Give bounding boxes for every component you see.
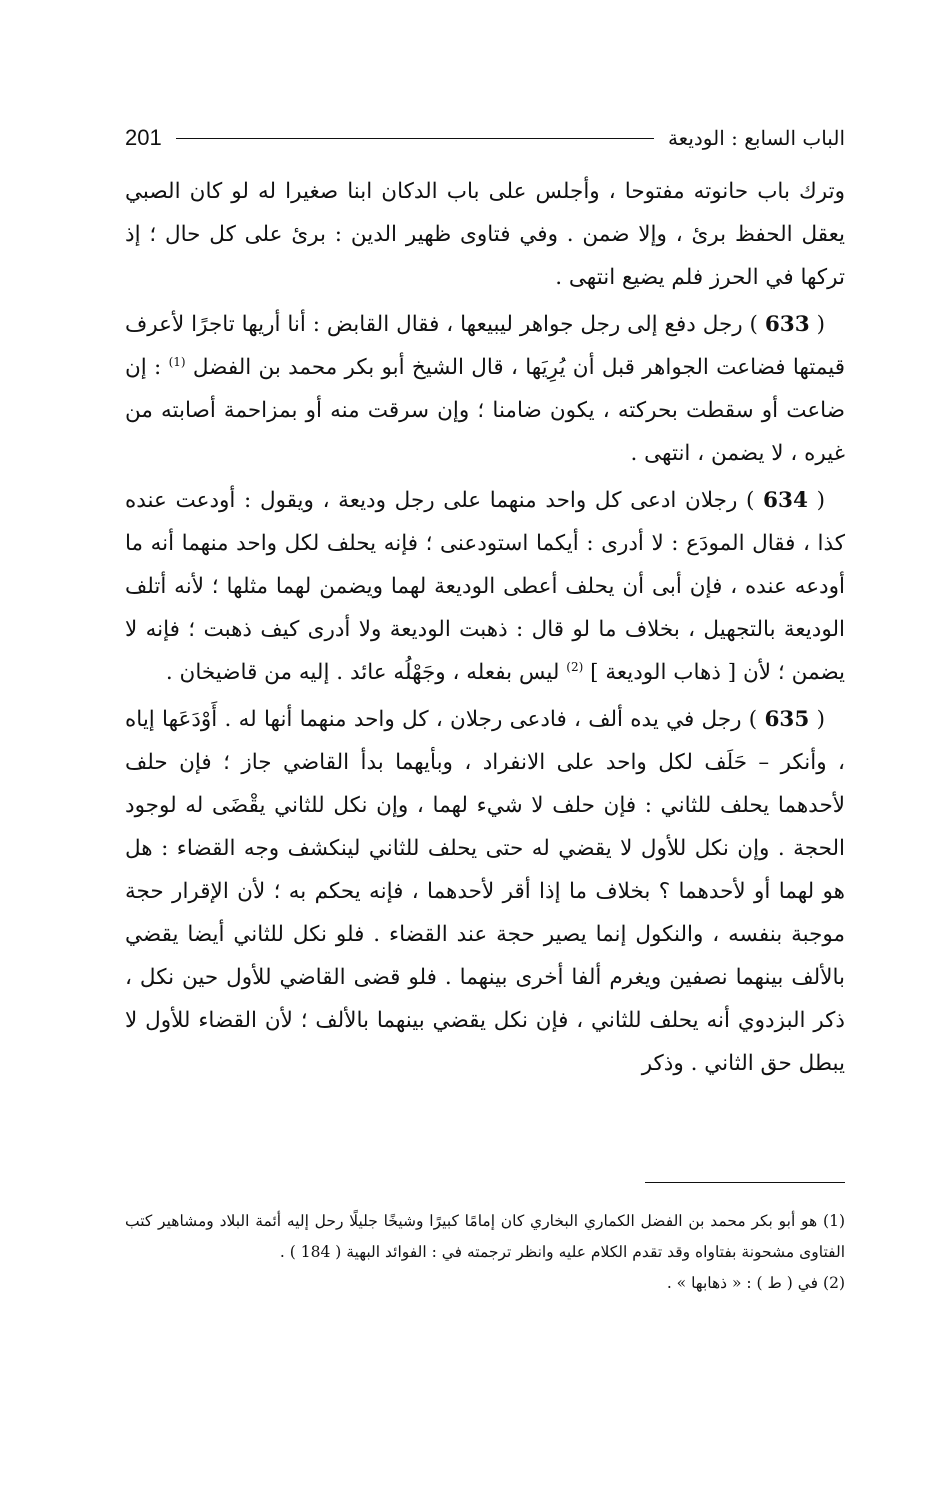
footnote-ref-2[interactable]: (2) (566, 659, 584, 674)
paren-open: ( (809, 707, 825, 732)
paragraph-text: : إن ضاعت أو سقطت بحركته ، يكون ضامنا ؛ وإن سرقت منه أو بمزاحمة أصابته من غيره ، لا يضمن ، انتهى . (125, 355, 845, 466)
paren-open: ( (807, 488, 825, 513)
paren-open: ( (809, 312, 825, 337)
footnote-1: (1) هو أبو بكر محمد بن الفضل الكماري البخاري كان إمامًا كبيرًا وشيخًا جليلًا رحل إليه أئمة البلاد ومشاهير كتب الفتاوى مشحونة بفتاواه وقد تقدم الكلام عليه وانظر ترجمته في : الفوائد البهية ( 184 ) . (125, 1212, 845, 1261)
footnote-separator (645, 1182, 845, 1183)
paragraph-text: ) رجلان ادعى كل واحد منهما على رجل وديعة ، ويقول : أودعت عنده كذا ، فقال المودَع : لا أدرى : أيكما استودعنى ؛ فإنه يحلف لكل واحد منهما أنه ما أودعه عنده ، فإن أبى أن يحلف أعطى الوديعة لهما ويضمن لهما مثلها ؛ لأنه أتلف الوديعة بالتجهيل ، بخلاف ما لو قال : ذهبت الوديعة ولا أدرى كيف ذهبت ؛ فإنه لا يضمن ؛ لأن [ ذهاب الوديعة ] (125, 488, 845, 685)
paragraph-text: ) رجل دفع إلى رجل جواهر ليبيعها ، فقال القابض : أنا أريها تاجرًا لأعرف قيمتها فضاعت الجواهر قبل أن يُرِيَها ، قال الشيخ أبو بكر محمد بن الفضل (125, 312, 845, 380)
footnote-2: (2) في ( ط ) : « ذهابها » . (666, 1274, 845, 1292)
paragraph-continuation: وترك باب حانوته مفتوحا ، وأجلس على باب الدكان ابنا صغيرا له لو كان الصبي يعقل الحفظ برئ ، وإلا ضمن . وفي فتاوى ظهير الدين : برئ على كل حال ؛ إذ تركها في الحرز فلم يضيع انتهى . (125, 179, 845, 290)
paragraph-634 (125, 479, 845, 694)
chapter-title: الباب السابع : الوديعة (667, 126, 845, 150)
body-text (125, 170, 845, 1085)
paragraph-633 (125, 303, 845, 475)
issue-number: 633 (764, 312, 810, 337)
footnotes (125, 1206, 845, 1299)
header-rule (176, 138, 654, 139)
paragraph-text: ليس بفعله ، وجَهْلُه عائد . إليه من قاضيخان . (165, 660, 567, 685)
issue-number: 635 (764, 707, 810, 732)
footnote-ref-1[interactable]: (1) (168, 354, 186, 369)
paragraph-635 (125, 698, 845, 1085)
page-number: 201 (125, 125, 162, 150)
page (125, 118, 845, 1292)
running-header (125, 118, 845, 158)
paragraph-text: ) رجل في يده ألف ، فادعى رجلان ، كل واحد منهما أنها له . أَوْدَعَها إياه ، وأنكر – حَلَف لكل واحد على الانفراد ، وبأيهما بدأ القاضي جاز ؛ فإن حلف لأحدهما يحلف للثاني : فإن حلف لا شيء لهما ، وإن نكل للثاني يقْضَى له لوجود الحجة . وإن نكل للأول لا يقضي له حتى يحلف للثاني لينكشف وجه القضاء : هل هو لهما أو لأحدهما ؟ بخلاف ما إذا أقر لأحدهما ، فإنه يحكم به ؛ لأن الإقرار حجة موجبة بنفسه ، والنكول إنما يصير حجة عند القضاء . فلو نكل للثاني أيضا يقضي بالألف بينهما نصفين ويغرم ألفا أخرى بينهما . فلو قضى القاضي للأول حين نكل ، ذكر البزدوي أنه يحلف للثاني ، فإن نكل يقضي بينهما بالألف ؛ لأن القضاء للأول لا يبطل حق الثاني . وذكر (125, 707, 845, 1076)
issue-number: 634 (763, 488, 808, 513)
